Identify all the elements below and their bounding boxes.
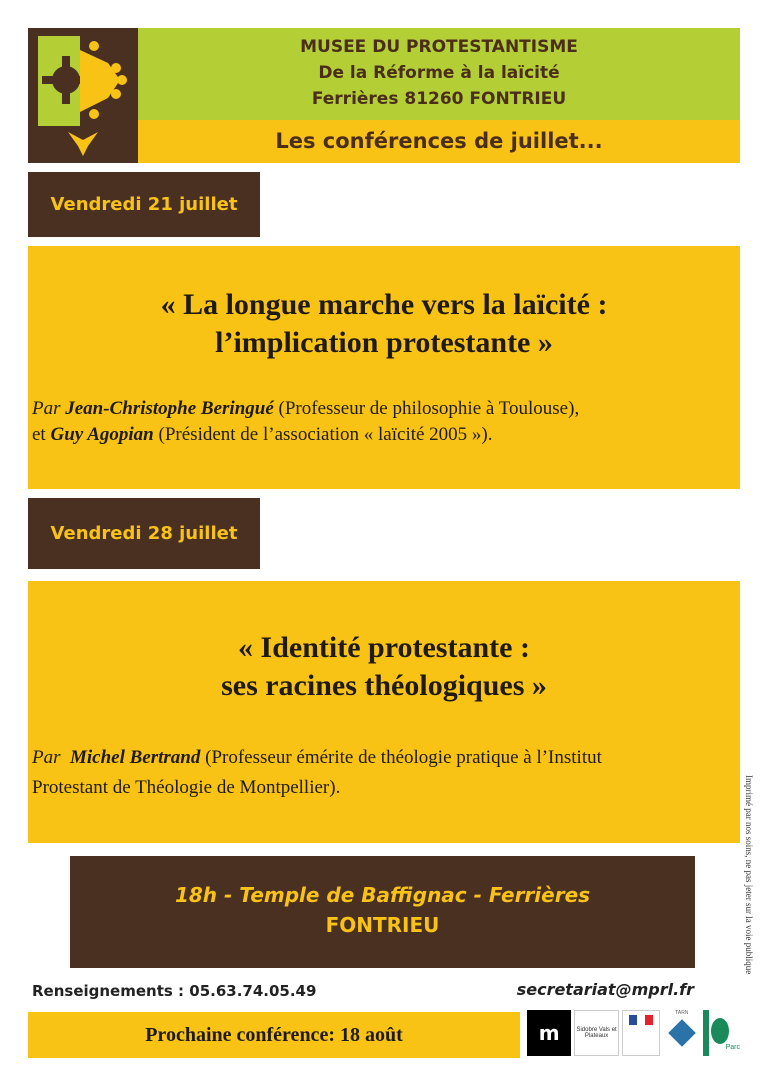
event-date-1: Vendredi 21 juillet (28, 172, 260, 237)
museum-address: Ferrières 81260 FONTRIEU (311, 89, 567, 109)
logo-block (28, 28, 138, 163)
event-title-2b: ses racines théologiques » (221, 669, 547, 702)
occitan-cross-dove-logo (28, 28, 138, 163)
event-date-2: Vendredi 28 juillet (28, 498, 260, 569)
event-card-2: « Identité protestante : ses racines théologiques » Par Michel Bertrand (Professeur émérite de théologie pratique à l’Institut Protestant de Théologie de Montpellier). (28, 581, 740, 843)
speaker-name: Michel Bertrand (70, 747, 201, 768)
event-title-2: « Identité protestante : (238, 631, 530, 664)
header-band (138, 28, 740, 120)
venue-box (70, 856, 695, 968)
partner-logos (527, 1010, 740, 1058)
contact-phone: Renseignements : 05.63.74.05.49 (32, 982, 317, 1000)
next-conference: Prochaine conférence: 18 août (28, 1012, 520, 1058)
event-card-1: « La longue marche vers la laïcité : l’implication protestante » Par Jean-Christophe Beringué (Professeur de philosophie à Toulouse), et Guy Agopian (Président de l’association « laïcité 2005 »). (28, 246, 740, 489)
tarn-logo: TARN (663, 1010, 700, 1056)
republique-logo (622, 1010, 661, 1056)
venue-time-place: 18h - Temple de Baffignac - Ferrières (174, 883, 591, 907)
event-title-1: « La longue marche vers la laïcité : (160, 288, 608, 321)
speaker-name: Guy Agopian (50, 424, 154, 445)
print-notice: Imprimé par nos soins, ne pas jeter sur la voie publique (744, 775, 754, 975)
museum-name: MUSEE DU PROTESTANTISME (300, 37, 578, 57)
sidobre-logo: Sidobre Vals et Plateaux (574, 1010, 618, 1056)
parc-logo: Parc (703, 1010, 740, 1056)
header-subtitle: Les conférences de juillet... (138, 120, 740, 163)
m-logo: m (527, 1010, 571, 1056)
venue-town: FONTRIEU (325, 913, 440, 937)
event-title-1b: l’implication protestante » (215, 326, 553, 359)
contact-email[interactable]: secretariat@mprl.fr (516, 980, 694, 999)
speaker-name: Jean-Christophe Beringué (65, 398, 274, 419)
museum-tagline: De la Réforme à la laïcité (318, 63, 560, 83)
